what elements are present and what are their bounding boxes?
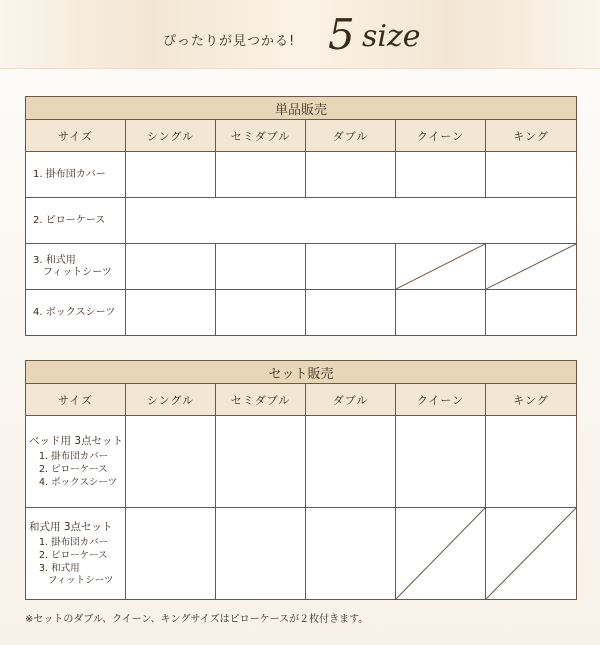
unavailable-cell <box>486 244 577 290</box>
column-header-semi-double: セミダブル <box>216 120 306 152</box>
row-label-bed-3-piece-set: ベッド用 3点セット 1. 掛布団カバー 2. ピローケース 4. ボックスシーツ <box>26 416 126 508</box>
table-cell <box>396 290 486 336</box>
table-cell <box>306 508 396 600</box>
table-cell <box>396 416 486 508</box>
table-row <box>26 198 577 244</box>
header-band <box>0 0 600 68</box>
column-header-size: サイズ <box>26 120 126 152</box>
table-cell <box>216 290 306 336</box>
unavailable-cell <box>486 508 577 600</box>
unavailable-cell <box>396 244 486 290</box>
unavailable-cell <box>396 508 486 600</box>
diagonal-line <box>396 508 485 599</box>
table-cell <box>216 416 306 508</box>
table-cell <box>396 152 486 198</box>
set-table-title: セット販売 <box>26 361 577 384</box>
row-label-futon-fitted-sheet: 3. 和式用 フィットシーツ <box>26 244 126 290</box>
row-label-box-sheet: 4. ボックスシーツ <box>26 290 126 336</box>
table-cell <box>126 508 216 600</box>
table-cell <box>126 290 216 336</box>
table-cell <box>306 290 396 336</box>
table-row <box>26 508 577 600</box>
column-header-semi-double: セミダブル <box>216 384 306 416</box>
row-label-duvet-cover: 1. 掛布団カバー <box>26 152 126 198</box>
merged-cell <box>126 198 577 244</box>
table-row <box>26 152 577 198</box>
table-cell <box>306 152 396 198</box>
row-label-futon-3-piece-set: 和式用 3点セット 1. 掛布団カバー 2. ピローケース 3. 和式用 フィットシーツ <box>26 508 126 600</box>
footnote: ※セットのダブル、クイーン、キングサイズはピローケースが２枚付きます。 <box>25 614 369 625</box>
diagonal-line <box>396 244 485 289</box>
column-header-single: シングル <box>126 120 216 152</box>
diagonal-line <box>486 244 576 289</box>
set-sale-table <box>25 360 577 600</box>
table-cell <box>486 416 577 508</box>
column-header-queen: クイーン <box>396 384 486 416</box>
header-banner <box>0 0 600 69</box>
table-cell <box>486 152 577 198</box>
header-tagline: ぴったりが見つかる! <box>163 34 296 49</box>
table-cell <box>126 152 216 198</box>
header-word: size <box>362 19 421 54</box>
table-cell <box>306 244 396 290</box>
column-header-double: ダブル <box>306 384 396 416</box>
table-row <box>26 290 577 336</box>
diagonal-line <box>486 508 576 599</box>
table-row <box>26 244 577 290</box>
column-header-single: シングル <box>126 384 216 416</box>
table-cell <box>486 290 577 336</box>
table-cell <box>126 244 216 290</box>
column-header-king: キング <box>486 120 577 152</box>
column-header-double: ダブル <box>306 120 396 152</box>
table-row <box>26 416 577 508</box>
table-cell <box>216 152 306 198</box>
table-cell <box>216 508 306 600</box>
column-header-king: キング <box>486 384 577 416</box>
single-table-title: 単品販売 <box>26 97 577 120</box>
header-number: 5 <box>328 10 355 59</box>
column-header-queen: クイーン <box>396 120 486 152</box>
table-cell <box>126 416 216 508</box>
single-sale-table <box>25 96 577 336</box>
table-cell <box>306 416 396 508</box>
table-cell <box>216 244 306 290</box>
row-label-pillow-case: 2. ピローケース <box>26 198 126 244</box>
column-header-size: サイズ <box>26 384 126 416</box>
